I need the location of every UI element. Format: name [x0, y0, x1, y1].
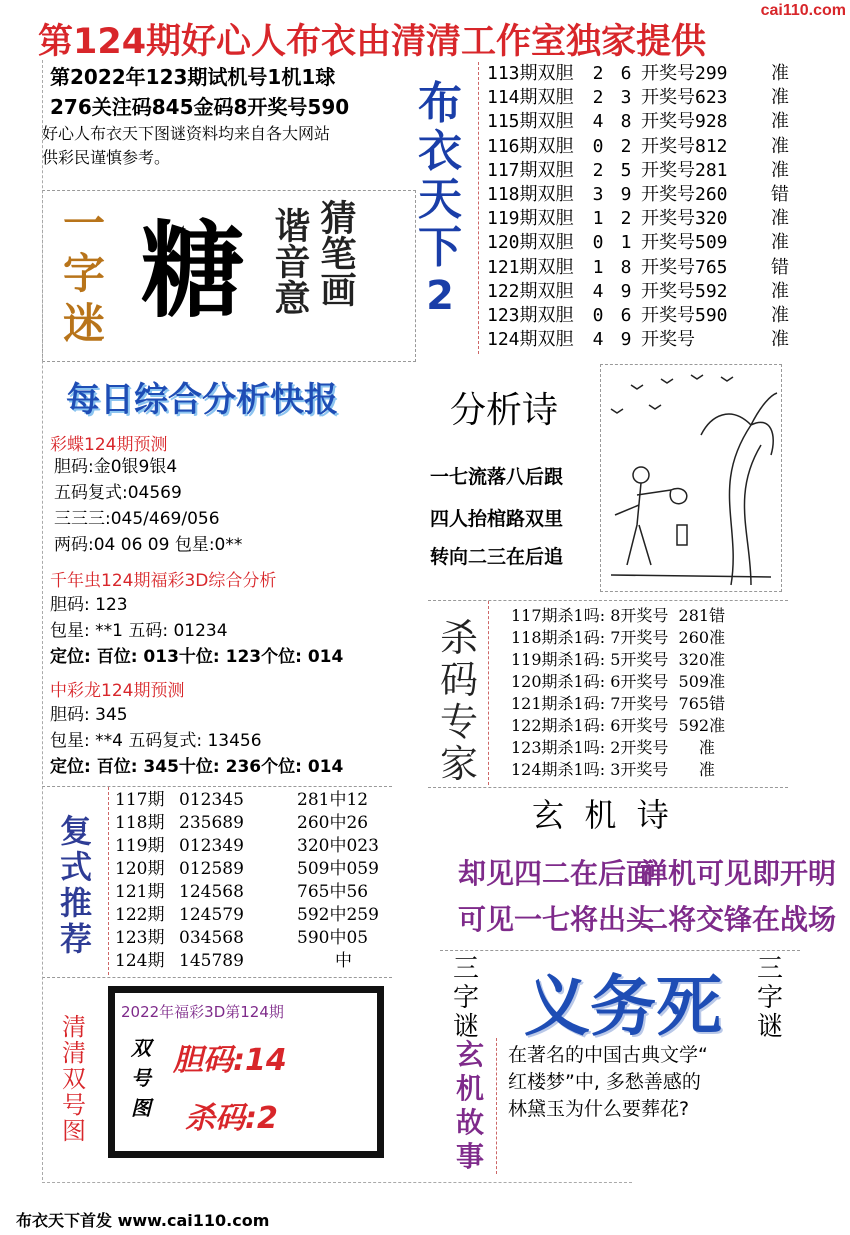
double-chart-section [42, 978, 432, 1178]
recommend-nums: 235689 [179, 813, 244, 833]
kill-code-row: 121期杀1码: 7开奖号 765错 [511, 694, 726, 713]
recommend-row [115, 835, 392, 858]
caidie-line-3: 三三三:045/469/056 [54, 509, 220, 529]
draw-cell: 开奖号765 [641, 256, 728, 278]
divider-bottom [42, 1182, 632, 1183]
recommend-nums: 012349 [179, 836, 244, 856]
double-chart-side-label [56, 1014, 92, 1144]
kill-code-section [428, 600, 788, 788]
draw-cell: 开奖号592 [641, 280, 728, 302]
kill-code-row: 120期杀1码: 6开奖号 509准 [511, 672, 726, 691]
riddle-left-char-1: 一 [62, 199, 105, 248]
double-bold-row [479, 256, 801, 280]
double-bold-table [478, 62, 801, 354]
side-char-2: 清 [62, 1039, 86, 1067]
recommend-period: 124期 [115, 951, 165, 971]
mystic-line-2b: 二将交锋在战场 [640, 903, 837, 936]
result-cell: 准 [771, 87, 789, 109]
zcl-line-2: 包星: **4 五码复式: 13456 [50, 731, 262, 751]
bold-a-cell: 4 [592, 329, 604, 351]
result-cell: 错 [771, 256, 789, 278]
mystic-line-1a: 却见四二在后面 [458, 857, 655, 890]
bold-a-cell: 2 [592, 87, 604, 109]
double-chart-bold: 胆码:14 [173, 1043, 287, 1078]
three-riddle-right [750, 955, 790, 1042]
focus-code-line: 276关注码845金码8开奖号590 [50, 95, 350, 119]
mystic-line-1b: 禅机可见即开明 [640, 857, 837, 890]
kill-code-row: 122期杀1码: 6开奖号 592准 [511, 716, 726, 735]
period-cell: 123期双胆 [487, 305, 574, 327]
recommend-hit: 509中059 [297, 859, 379, 879]
kill-code-label [434, 617, 484, 785]
recommend-nums: 124579 [179, 905, 244, 925]
dc-vert-1: 双 [131, 1036, 151, 1060]
bold-b-cell: 6 [620, 63, 632, 84]
draw-cell: 开奖号928 [641, 111, 728, 133]
bold-a-cell: 4 [592, 280, 604, 302]
daily-report [42, 362, 422, 782]
tr-left-char-2: 字 [452, 983, 479, 1013]
sketch-figures-icon [601, 365, 781, 591]
bold-b-cell: 1 [620, 232, 632, 254]
three-riddle-answer: 义务死 [524, 968, 722, 1045]
kill-code-row: 118期杀1码: 7开奖号 260准 [511, 628, 726, 647]
period-cell: 114期双胆 [487, 87, 574, 109]
bold-a-cell: 2 [592, 159, 604, 181]
side-char-1: 清 [62, 1013, 86, 1041]
recommend-hit: 中 [335, 951, 352, 971]
kill-label-char-4: 家 [439, 742, 478, 786]
draw-cell: 开奖号260 [641, 184, 728, 206]
bold-a-cell: 4 [592, 111, 604, 133]
mystic-poem-title: 玄 机 诗 [532, 796, 669, 834]
draw-cell: 开奖号299 [641, 63, 728, 84]
side-char-5: 图 [62, 1117, 86, 1145]
bold-b-cell: 5 [620, 159, 632, 181]
zcl-line-3: 定位: 百位: 345十位: 236个位: 014 [50, 757, 344, 777]
recommend-nums: 012589 [179, 859, 244, 879]
kill-code-row: 117期杀1吗: 8开奖号 281错 [511, 606, 726, 625]
recommend-nums: 145789 [179, 951, 244, 971]
recommend-nums: 124568 [179, 882, 244, 902]
mystic-poem [440, 790, 837, 946]
dc-vert-3: 图 [131, 1096, 151, 1120]
recommend-row [115, 812, 392, 835]
double-bold-row [479, 304, 801, 328]
double-bold-row [479, 280, 801, 304]
double-bold-row [479, 231, 801, 255]
qn-line-2: 包星: **1 五码: 01234 [50, 621, 228, 641]
story-char-1: 玄 [455, 1038, 484, 1071]
recommend-period: 120期 [115, 859, 165, 879]
period-cell: 116期双胆 [487, 135, 574, 157]
story-line-2: 红楼梦”中, 多愁善感的 [508, 1071, 701, 1093]
brand-char-4: 下 [418, 222, 462, 273]
riddle-main-char: 糖 [141, 209, 246, 332]
poem-title: 分析诗 [450, 390, 559, 431]
poem-line-2: 四人抬棺路双里 [430, 508, 564, 530]
poem-line-1: 一七流落八后跟 [430, 466, 564, 488]
period-cell: 117期双胆 [487, 159, 574, 181]
bold-b-cell: 9 [620, 329, 632, 351]
tr-right-char-1: 三 [756, 954, 783, 984]
period-cell: 119期双胆 [487, 208, 574, 230]
result-cell: 准 [771, 159, 789, 181]
recommend-period: 121期 [115, 882, 165, 902]
story-char-4: 事 [455, 1140, 484, 1173]
kill-code-row: 124期杀1吗: 3开奖号 准 [511, 760, 715, 779]
story-label [444, 1038, 497, 1174]
caidie-line-2: 五码复式:04569 [54, 483, 182, 503]
recommend-row [115, 950, 392, 973]
footer[interactable]: 布衣天下首发 www.cai110.com [16, 1211, 270, 1230]
result-cell: 准 [771, 111, 789, 133]
result-cell: 准 [771, 280, 789, 302]
section-qianniancong-title: 千年虫124期福彩3D综合分析 [50, 571, 277, 591]
caidie-line-4: 两码:04 06 09 包星:0** [54, 535, 243, 555]
qn-line-1: 胆码: 123 [50, 595, 128, 615]
logo-text: cai110.com [760, 2, 846, 19]
brand-char-2: 衣 [418, 126, 462, 177]
recommend-row [115, 789, 392, 812]
page-title: 第124期好心人布衣由清清工作室独家提供 [38, 22, 707, 62]
period-cell: 113期双胆 [487, 63, 574, 84]
recommend-char-3: 推 [59, 884, 92, 922]
recommend-row [115, 927, 392, 950]
story-text [508, 1042, 708, 1123]
double-bold-row [479, 159, 801, 183]
recommend-hit: 765中56 [297, 882, 369, 902]
bold-a-cell: 2 [592, 63, 604, 84]
tr-left-char-1: 三 [452, 954, 479, 984]
recommend-nums: 034568 [179, 928, 244, 948]
riddle-left-char-2: 字 [62, 249, 105, 298]
double-chart-vertical [129, 1033, 153, 1123]
double-bold-row [479, 62, 801, 86]
bold-b-cell: 9 [620, 280, 632, 302]
recommend-hit: 320中023 [297, 836, 379, 856]
bold-b-cell: 8 [620, 256, 632, 278]
tr-right-char-3: 谜 [756, 1012, 783, 1042]
kill-code-row: 123期杀1吗: 2开奖号 准 [511, 738, 715, 757]
dc-vert-2: 号 [131, 1066, 151, 1090]
recommend-period: 117期 [115, 790, 165, 810]
recommend-hit: 260中26 [297, 813, 369, 833]
double-chart-frame [108, 986, 384, 1158]
result-cell: 准 [771, 135, 789, 157]
recommend-period: 123期 [115, 928, 165, 948]
brand-char-3: 天 [418, 174, 462, 225]
result-cell: 准 [771, 208, 789, 230]
section-zhongcailong-title: 中彩龙124期预测 [50, 681, 185, 701]
period-cell: 120期双胆 [487, 232, 574, 254]
site-logo[interactable] [720, 0, 850, 26]
story-char-3: 故 [455, 1106, 484, 1139]
kill-label-char-3: 专 [439, 700, 478, 744]
double-bold-row [479, 110, 801, 134]
poem-illustration [600, 364, 782, 592]
result-cell: 准 [771, 63, 789, 84]
kill-label-char-2: 码 [439, 658, 478, 702]
recommend-char-4: 荐 [59, 920, 92, 958]
bold-b-cell: 3 [620, 87, 632, 109]
period-cell: 115期双胆 [487, 111, 574, 133]
brand-vertical [410, 80, 470, 340]
recommend-hit: 281中12 [297, 790, 369, 810]
section-caidie-title: 彩蝶124期预测 [50, 435, 168, 455]
analysis-poem [428, 370, 598, 590]
bold-a-cell: 1 [592, 208, 604, 230]
section-qianniancong-lines [50, 592, 343, 670]
riddle-left-char-3: 迷 [62, 299, 105, 348]
story-char-2: 机 [455, 1072, 484, 1105]
bold-a-cell: 0 [592, 135, 604, 157]
recommend-char-1: 复 [59, 812, 92, 850]
draw-cell: 开奖号509 [641, 232, 728, 254]
recommend-period: 118期 [115, 813, 165, 833]
bold-a-cell: 0 [592, 232, 604, 254]
double-bold-row [479, 328, 801, 352]
bold-b-cell: 2 [620, 135, 632, 157]
brand-number: 2 [426, 273, 454, 319]
kill-code-row: 119期杀1码: 5开奖号 320准 [511, 650, 726, 669]
mystic-line-2a: 可见一七将出头 [458, 903, 655, 936]
side-char-3: 双 [62, 1065, 86, 1093]
test-number-line: 第2022年123期试机号1机1球 [50, 65, 336, 89]
three-riddle [440, 950, 800, 1043]
kill-code-rows [488, 601, 784, 785]
result-cell: 错 [771, 184, 789, 206]
double-bold-row [479, 207, 801, 231]
section-caidie-lines [54, 454, 242, 558]
recommend-row [115, 858, 392, 881]
qn-line-3: 定位: 百位: 013十位: 123个位: 014 [50, 647, 344, 667]
section-zhongcailong-lines [50, 702, 343, 780]
draw-cell: 开奖号320 [641, 208, 728, 230]
double-bold-row [479, 183, 801, 207]
zcl-line-1: 胆码: 345 [50, 705, 128, 725]
caidie-line-1: 胆码:金0银9银4 [54, 457, 178, 477]
source-note: 好心人布衣天下图谜资料均来自各大网站 [42, 124, 331, 143]
brand-char-1: 布 [418, 78, 462, 129]
riddle-hint-col2: 猜笔画 [315, 199, 357, 307]
story-line-1: 在著名的中国古典文学“ [508, 1044, 708, 1066]
daily-report-title: 每日综合分析快报 [66, 380, 338, 420]
bold-b-cell: 9 [620, 184, 632, 206]
three-riddle-left [446, 955, 486, 1042]
period-cell: 118期双胆 [487, 184, 574, 206]
bold-b-cell: 2 [620, 208, 632, 230]
recommend-period: 119期 [115, 836, 165, 856]
draw-cell: 开奖号623 [641, 87, 728, 109]
bold-a-cell: 1 [592, 256, 604, 278]
story-line-3: 林黛玉为什么要葬花? [508, 1098, 690, 1120]
caution-note: 供彩民谨慎参考。 [42, 148, 171, 167]
draw-cell: 开奖号590 [641, 305, 728, 327]
recommend-period: 122期 [115, 905, 165, 925]
story-section [440, 1038, 800, 1178]
top-info [42, 62, 414, 192]
recommend-section [42, 786, 392, 978]
bold-a-cell: 0 [592, 305, 604, 327]
riddle-left-label [59, 199, 109, 349]
bold-b-cell: 6 [620, 305, 632, 327]
period-cell: 122期双胆 [487, 280, 574, 302]
side-char-4: 号 [62, 1091, 86, 1119]
tr-right-char-2: 字 [756, 983, 783, 1013]
result-cell: 准 [771, 305, 789, 327]
riddle-box [42, 190, 416, 362]
recommend-nums: 012345 [179, 790, 244, 810]
poem-line-3: 转向二三在后追 [430, 546, 564, 568]
result-cell: 准 [771, 329, 789, 351]
bold-b-cell: 8 [620, 111, 632, 133]
riddle-hint-col1: 谐音意 [269, 207, 311, 315]
double-chart-kill: 杀码:2 [185, 1101, 278, 1136]
double-chart-title: 2022年福彩3D第124期 [121, 1003, 284, 1021]
draw-cell: 开奖号 [641, 329, 695, 351]
recommend-row [115, 881, 392, 904]
tr-left-char-3: 谜 [452, 1012, 479, 1042]
recommend-char-2: 式 [59, 848, 92, 886]
double-bold-row [479, 135, 801, 159]
period-cell: 124期双胆 [487, 329, 574, 351]
draw-cell: 开奖号812 [641, 135, 728, 157]
recommend-hit: 592中259 [297, 905, 379, 925]
result-cell: 准 [771, 232, 789, 254]
kill-label-char-1: 杀 [439, 616, 478, 660]
period-cell: 121期双胆 [487, 256, 574, 278]
bold-a-cell: 3 [592, 184, 604, 206]
recommend-rows [108, 787, 392, 975]
draw-cell: 开奖号281 [641, 159, 728, 181]
divider-left [42, 60, 43, 1180]
recommend-label [48, 813, 104, 957]
recommend-hit: 590中05 [297, 928, 369, 948]
recommend-row [115, 904, 392, 927]
header [0, 0, 850, 60]
double-bold-row [479, 86, 801, 110]
